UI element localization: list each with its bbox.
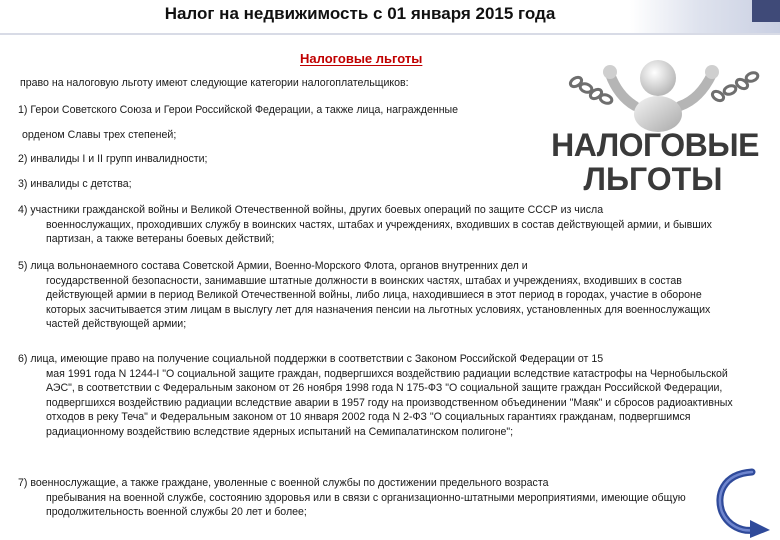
list-item-5 — [18, 259, 742, 332]
intro-paragraph: право на налоговую льготу имеют следующие категории налогоплательщиков: — [20, 77, 409, 89]
figure-breaking-chains-icon — [569, 60, 759, 132]
illustration-caption-line1: НАЛОГОВЫЕ — [551, 127, 759, 163]
header-divider — [0, 33, 780, 35]
list-item-6-first-line: 6) лица, имеющие право на получение социальной поддержки в соответствии с Законом Российской Федерации от 15 — [18, 353, 604, 365]
list-item-7-first-line: 7) военнослужащие, а также граждане, уволенные с военной службы по достижении предельного возраста — [18, 477, 549, 489]
illustration-caption-line2: ЛЬГОТЫ — [583, 161, 723, 197]
slide-header — [0, 0, 780, 34]
list-item-1-continuation: орденом Славы трех степеней; — [22, 129, 177, 141]
slide-title: Налог на недвижимость с 01 января 2015 года — [164, 4, 556, 23]
list-item-2: 2) инвалиды I и II групп инвалидности; — [18, 153, 208, 165]
list-item-6-continuation: мая 1991 года N 1244-I "О социальной защите граждан, подвергшихся воздействию радиации вследствие катастрофы на Чернобыльской АЭС", в соответствии с Федеральным законом от 26 ноября 1998 года N 175-ФЗ "О социальной защите граждан Российской Федерации, подвергшихся воздействию радиации вследствие аварии в 1957 году на производственном объединении "Маяк" и сбросов радиоактивных отходов в реку Теча" и Федеральным законом от 10 января 2002 года N 2-ФЗ "О социальных гарантиях гражданам, подвергшимся радиационному воздействию вследствие ядерных испытаний на Семипалатинском полигоне"; — [46, 367, 733, 438]
list-item-5-first-line: 5) лица вольнонаемного состава Советской Армии, Военно-Морского Флота, органов внутренних дел и — [18, 260, 528, 272]
list-item-5-continuation: государственной безопасности, занимавшие штатные должности в воинских частях, штабах и учреждениях, входивших в состав действующей армии в период Великой Отечественной войны, либо лица, находившиеся в этот период в городах, участие в обороне которых засчитывается этим лицам в выслугу лет для назначения пенсии на льготных условиях, установленных для военнослужащих частей действующей армии; — [46, 274, 711, 331]
list-item-7-continuation: пребывания на военной службе, состоянию здоровья или в связи с организационно-штатными мероприятиями, имеющие общую продолжительность военной службы 20 лет и более; — [46, 491, 686, 519]
list-item-4-continuation: военнослужащих, проходивших службу в воинских частях, штабах и учреждениях, входивших в состав действующей армии, и бывших партизан, а также ветераны боевых действий; — [46, 218, 712, 246]
tax-benefits-illustration — [540, 44, 770, 204]
header-accent-block — [752, 0, 780, 22]
list-item-7 — [18, 476, 742, 520]
list-item-6 — [18, 352, 742, 440]
list-item-4-first-line: 4) участники гражданской войны и Великой Отечественной войны, других боевых операций по защите СССР из числа — [18, 204, 604, 216]
list-item-4 — [18, 203, 742, 247]
return-arrow-icon[interactable] — [712, 466, 774, 538]
section-subtitle: Налоговые льготы — [300, 51, 423, 66]
list-item-1: 1) Герои Советского Союза и Герои Российской Федерации, а также лица, награжденные — [18, 104, 459, 116]
list-item-3: 3) инвалиды с детства; — [18, 178, 132, 190]
